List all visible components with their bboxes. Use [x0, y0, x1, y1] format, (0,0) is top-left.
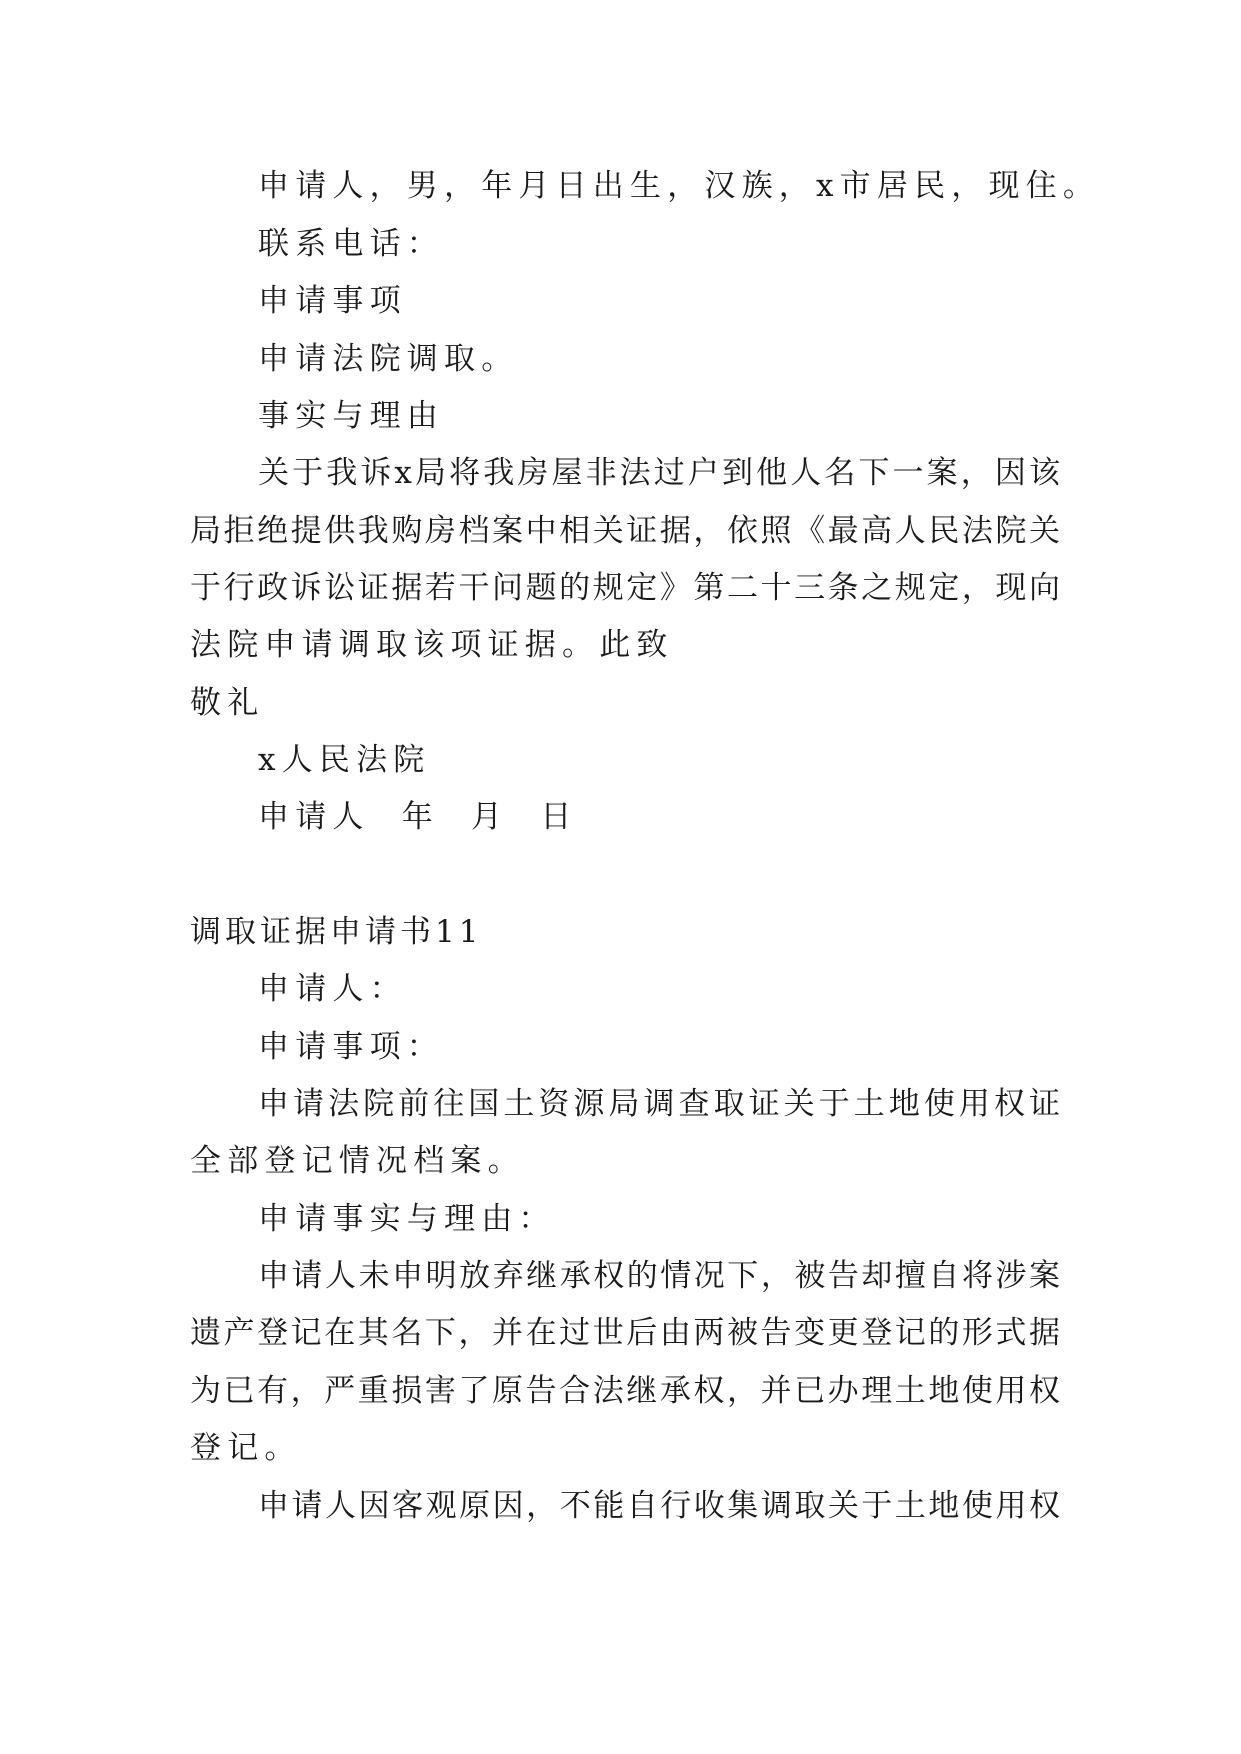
paragraph-line: 于行政诉讼证据若干问题的规定》第二十三条之规定，现向 [190, 570, 1060, 606]
facts-reasons-heading: 事实与理由 [258, 398, 444, 434]
contact-phone-line: 联系电话： [258, 226, 444, 262]
application-matter-heading: 申请事项 [258, 283, 407, 319]
applicant-label: 申请人： [258, 971, 407, 1007]
facts-reasons-label: 申请事实与理由： [258, 1201, 556, 1237]
paragraph-line: 登记。 [190, 1430, 302, 1466]
paragraph-line: 申请法院前往国土资源局调查取证关于土地使用权证 [258, 1086, 1060, 1122]
application-matter-label: 申请事项： [258, 1029, 444, 1065]
paragraph-line: 遗产登记在其名下，并在过世后由两被告变更登记的形式据 [190, 1315, 1060, 1351]
paragraph-line: 全部登记情况档案。 [190, 1143, 525, 1179]
court-name: x人民法院 [258, 742, 431, 778]
application-matter-text: 申请法院调取。 [258, 341, 519, 377]
paragraph-line: 申请人因客观原因，不能自行收集调取关于土地使用权 [258, 1488, 1060, 1524]
paragraph-line: 局拒绝提供我购房档案中相关证据，依照《最高人民法院关 [190, 513, 1060, 549]
applicant-info-line: 申请人，男，年月日出生，汉族，x市居民，现住。 [258, 168, 1101, 204]
paragraph-line: 申请人未申明放弃继承权的情况下，被告却擅自将涉案 [258, 1258, 1060, 1294]
signature-date-line: 申请人 年 月 日 [258, 799, 578, 835]
paragraph-line: 为已有，严重损害了原告合法继承权，并已办理土地使用权 [190, 1373, 1060, 1409]
salutation: 敬礼 [190, 685, 265, 721]
paragraph-line: 法院申请调取该项证据。此致 [190, 627, 674, 663]
paragraph-line: 关于我诉x局将我房屋非法过户到他人名下一案，因该 [258, 455, 1060, 491]
section-title: 调取证据申请书11 [190, 914, 483, 950]
